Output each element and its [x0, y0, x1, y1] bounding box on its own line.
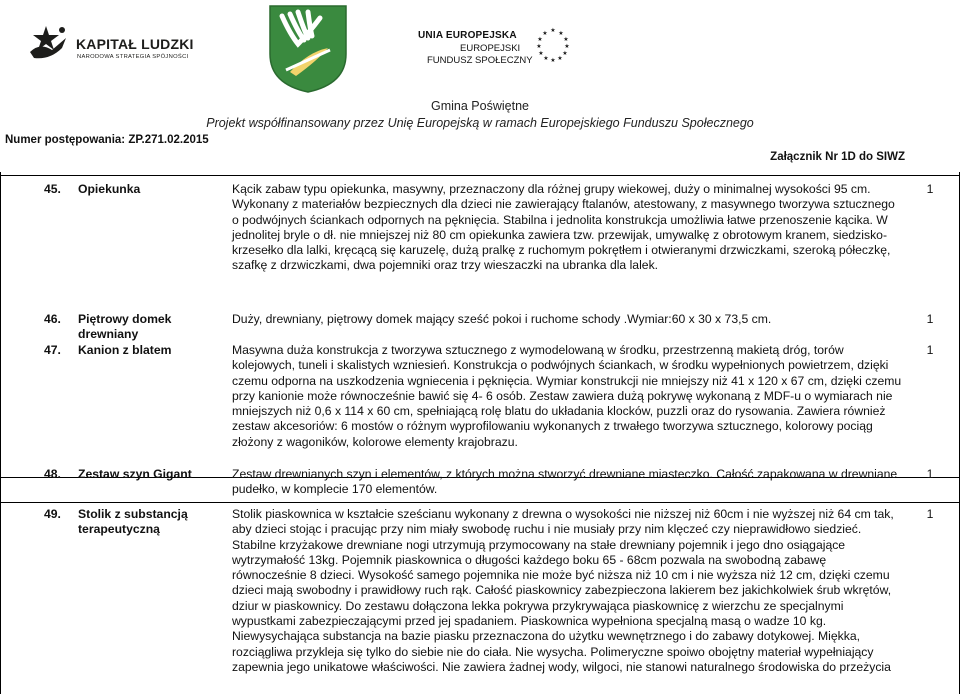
row-divider	[0, 502, 960, 503]
svg-text:★: ★	[543, 55, 549, 62]
item-name: Stolik z substancją terapeutyczną	[78, 507, 188, 537]
item-number: 48.	[44, 467, 61, 481]
item-description: Kącik zabaw typu opiekunka, masywny, przeznaczony dla różnej grupy wiekowej, duży o minimalnej wysokości 95 cm. Wykonany z materiałów bezpiecznych dla dzieci nie zawierający ftalanów, atestowany, z masywnego tworzywa sztucznego o podwójnych ściankach odpornych na pęknięcia. Stabilna i jednolita konstrukcja umożliwia łatwe przenoszenie kącika. W jednolitej bryle o dł. nie mniejszej niż 80 cm opiekunka zawiera tzw. przewijak, umywalkę z obrotowym kranem, siedzisko- krzesełko dla lalki, kręcącą się karuzelę, dużą pralkę z ruchomym pokrętłem i otwieranymi drzwiczkami, szeroką półeczkę, szafkę z drzwiczkami, dwa pojemniki oraz trzy wieszaczki na ubranka dla lalek.	[232, 182, 895, 273]
item-number: 47.	[44, 343, 61, 357]
item-number: 49.	[44, 507, 61, 521]
items-table	[0, 172, 960, 694]
kapital-ludzki-logo	[26, 22, 206, 72]
svg-text:★: ★	[562, 50, 568, 57]
item-description: Stolik piaskownica w kształcie sześcianu wykonany z drewna o wysokości nie niższej niż 60cm i nie wyższej niż 64 cm tak, aby dzieci stojąc i pracując przy nim miały swobodę ruchu i nie musiały przy nim klęczeć czy nieprawidłowo siedzieć. Stabilne krzyżakowe drewniane nogi utrzymują przymocowany na stałe drewniany pojemnik i jego dno osiągające wytrzymałość 13kg. Pojemnik piaskownica o długości każdego boku 65 - 68cm pozwala na swobodną zabawę równocześnie 8 dzieci. Wysokość samego pojemnika nie może być niższa niż 10 cm i nie wyższa niż 12 cm, dzięki czemu dzieci mają swobodny i prawidłowy ruch rąk. Całość piaskownicy zabezpieczona lakierem bez jakichkolwiek śrub wkrętów, dziur w piaskownicy. Do zestawu dołączona lekka pokrywa przykrywająca piaskownicę z wierzchu ze specjalnymi wypustkami zabezpieczającymi przed jej spadaniem. Piaskownica wypełniona specjalną masą o wadze 10 kg. Niewysychająca substancja na bazie piasku przeznaczona do użytku wewnętrznego i do zabawy dotykowej. Miękka, rozciągliwa przykleja się tylko do siebie nie do ciała. Nie wysycha. Polimeryczne spoiwo obojętny materiał wypełniający zapewnia jego unikatowe właściwości. Nie zawiera żadnej wody, wilgoci, nie stanowi naturalnego środowiska do przeżycia	[232, 507, 894, 674]
item-name: Kanion z blatem	[78, 343, 172, 357]
coat-of-arms-icon	[268, 4, 348, 94]
item-quantity: 1	[926, 507, 934, 521]
project-line: Projekt współfinansowany przez Unię Europejską w ramach Europejskiego Funduszu Społecznego	[206, 116, 754, 130]
svg-text:★: ★	[564, 43, 570, 50]
gmina-name: Gmina Poświętne	[431, 99, 529, 113]
kapital-subtitle: NARODOWA STRATEGIA SPÓJNOŚCI	[77, 54, 189, 60]
item-description: Masywna duża konstrukcja z tworzywa sztucznego z wymodelowaną w środku, przestrzenną makietą dróg, torów kolejowych, tuneli i skalistych wzniesień. Konstrukcja o podwójnych ściankach, w środku wypełnionych powietrzem, dzięki czemu odporna na uszkodzenia wgniecenia i pęknięcia. Wymiar konstrukcji nie mniejszy niż 41 x 120 x 67 cm, dzięki czemu przy kanionie może równocześnie bawić się 4- 6 osób. Zestaw zawiera dużą pokrywę wykonaną z MDF-u o wymiarach nie mniejszych niż 0,6 x 114 x 60 cm, spełniającą rolę blatu do układania klocków, puzzli oraz do rysowania. Zawiera również zestaw akcesoriów: 6 mostów o różnym wyprofilowaniu wykonanych z trwałego tworzywa sztucznego, kolorowy pociąg złożony z wagoników, kolorowe elementy krajobrazu.	[232, 343, 902, 449]
svg-text:★: ★	[557, 55, 563, 62]
svg-text:★: ★	[558, 30, 564, 37]
eu-flag-icon	[533, 27, 573, 63]
page-header	[0, 0, 960, 172]
item-description: Zestaw drewnianych szyn i elementów, z których można stworzyć drewniane miasteczko. Całość zapakowana w drewniane pudełko, w komplecie 170 elementów.	[232, 467, 898, 497]
eu-line-2: EUROPEJSKI	[460, 43, 521, 54]
item-name: Opiekunka	[78, 182, 141, 196]
attachment-label: Załącznik Nr 1D do SIWZ	[770, 151, 905, 163]
item-name: Zestaw szyn Gigant	[78, 467, 192, 481]
svg-text:★: ★	[538, 50, 544, 57]
item-quantity: 1	[926, 467, 934, 481]
svg-text:★: ★	[537, 36, 543, 43]
svg-text:★: ★	[550, 57, 556, 63]
table-border-top	[0, 175, 960, 176]
item-quantity: 1	[926, 312, 934, 326]
item-name: Piętrowy domek drewniany	[78, 312, 172, 342]
procedure-number: Numer postępowania: ZP.271.02.2015	[5, 134, 209, 146]
kapital-title: KAPITAŁ LUDZKI	[76, 36, 194, 52]
item-description: Duży, drewniany, piętrowy domek mający sześć pokoi i ruchome schody .Wymiar:60 x 30 x 73,5 cm.	[232, 312, 772, 326]
svg-text:★: ★	[550, 27, 556, 34]
star-figure-icon	[26, 22, 74, 62]
eu-line-3: FUNDUSZ SPOŁECZNY	[427, 55, 533, 66]
svg-text:★: ★	[542, 30, 548, 37]
item-number: 46.	[44, 312, 61, 326]
item-number: 45.	[44, 182, 61, 196]
eu-line-1: UNIA EUROPEJSKA	[418, 30, 517, 41]
svg-text:★: ★	[536, 43, 542, 50]
item-quantity: 1	[926, 182, 934, 196]
table-border-left	[0, 172, 1, 694]
item-quantity: 1	[926, 343, 934, 357]
svg-text:★: ★	[563, 36, 569, 43]
